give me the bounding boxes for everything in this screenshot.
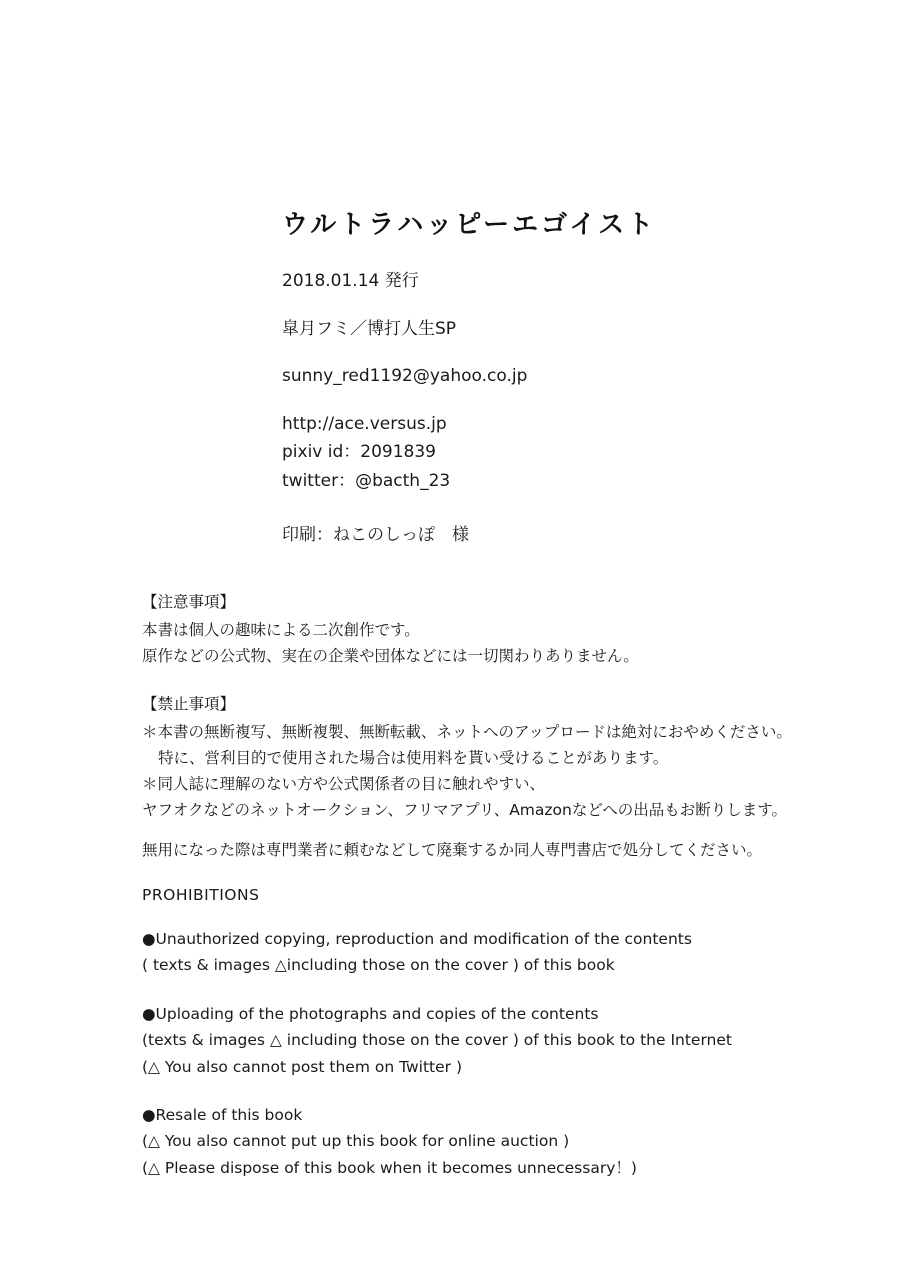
spacer: [142, 1080, 842, 1102]
contact-email: sunny_red1192@yahoo.co.jp: [282, 366, 528, 387]
notices-block: [142, 590, 842, 1181]
prohibition-line: (△ You also cannot post them on Twitter ): [142, 1057, 463, 1076]
page-title: ウルトラハッピーエゴイスト: [282, 210, 657, 240]
disposal-note: 無用になった際は専門業者に頼むなどして廃棄するか同人専門書店で処分してください。: [142, 841, 763, 860]
prohibited-line: ＊同人誌に理解のない方や公式関係者の目に触れやすい、: [142, 775, 546, 794]
spacer: [142, 824, 842, 838]
prohibited-line: 特に、営利目的で使用された場合は使用料を貰い受けることがあります。: [158, 749, 669, 768]
notice-heading: 【注意事項】: [142, 593, 236, 611]
publication-date: 2018.01.14 発行: [282, 271, 419, 292]
prohibition-item: [142, 926, 842, 979]
prohibition-line: (△ Please dispose of this book when it becomes unnecessary！): [142, 1158, 637, 1177]
spacer: [142, 979, 842, 1001]
spacer: [142, 670, 842, 692]
notice-line: 本書は個人の趣味による二次創作です。: [142, 621, 420, 640]
website-url: http://ace.versus.jp: [282, 413, 447, 434]
circle-author: 皐月フミ／博打人生SP: [282, 318, 457, 339]
prohibition-line: ( texts & images △including those on the cover ) of this book: [142, 956, 615, 975]
prohibited-line: ＊本書の無断複写、無断複製、無断転載、ネットへのアップロードは絶対におやめください。: [142, 723, 792, 742]
prohibitions-en-heading: PROHIBITIONS: [142, 886, 260, 905]
prohibited-line: ヤフオクなどのネットオークション、フリマアプリ、Amazonなどへの出品もお断りします。: [142, 801, 787, 820]
colophon-block: [282, 210, 842, 545]
prohibition-line: ●Uploading of the photographs and copies of the contents: [142, 1004, 599, 1023]
prohibition-line: ●Resale of this book: [142, 1105, 303, 1124]
prohibition-line: ●Unauthorized copying, reproduction and modification of the contents: [142, 930, 692, 949]
prohibited-heading: 【禁止事項】: [142, 695, 236, 714]
prohibition-item: [142, 1001, 842, 1080]
prohibition-line: (texts & images △ including those on the cover ) of this book to the Internet: [142, 1031, 732, 1050]
spacer: [142, 864, 842, 886]
prohibition-line: (△ You also cannot put up this book for online auction ): [142, 1132, 570, 1151]
prohibition-item: [142, 1102, 842, 1181]
printer-credit: 印刷：ねこのしっぽ 様: [282, 525, 469, 546]
pixiv-id: pixiv id：2091839: [282, 442, 436, 463]
twitter-handle: twitter：@bacth_23: [282, 470, 451, 491]
notice-line: 原作などの公式物、実在の企業や団体などには一切関わりありません。: [142, 647, 639, 666]
links-group: [282, 412, 842, 495]
spacer: [142, 904, 842, 926]
